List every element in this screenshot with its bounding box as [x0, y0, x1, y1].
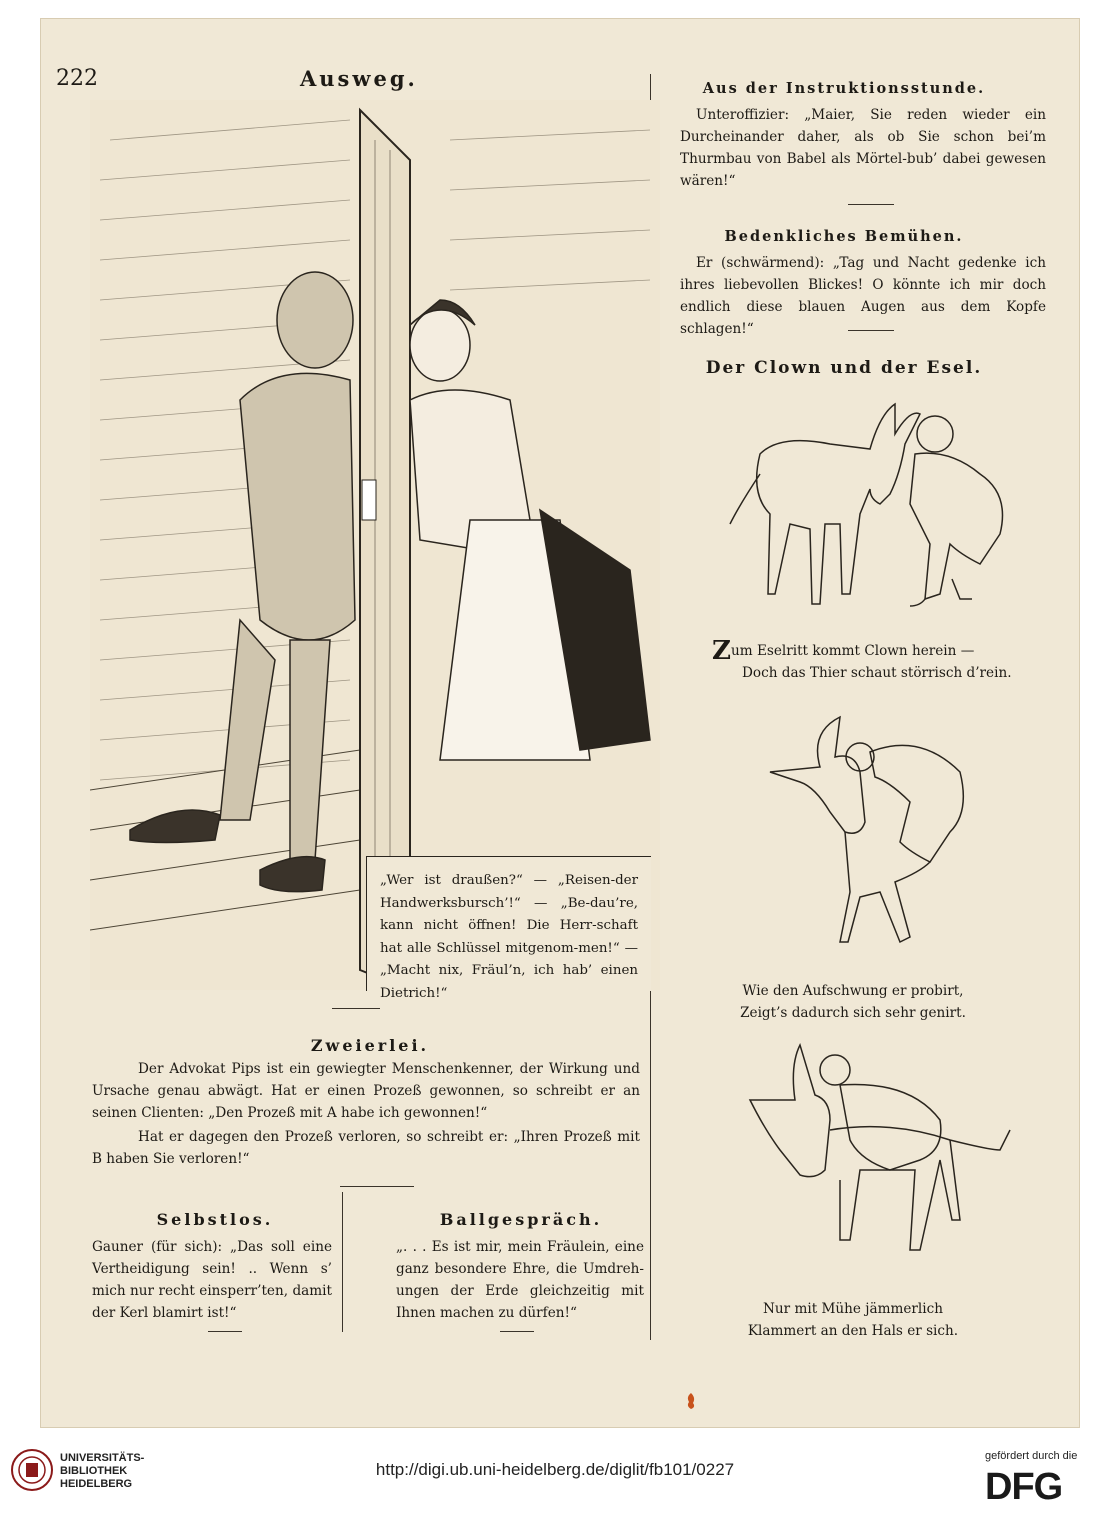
bemuehen-text: Er (schwärmend): „Tag und Nacht gedenke ich ihres liebevollen Blickes! O könnte ich mir doch endlich diese blauen Augen aus dem Kopfe schlagen!“: [680, 255, 1046, 337]
selbstlos-title: Selbstlos.: [156, 1210, 274, 1229]
instruktionsstunde-title: Aus der Instruktionsstunde.: [702, 80, 986, 97]
dfg-logo: DFG: [985, 1466, 1063, 1508]
section-rule: [332, 1008, 380, 1009]
verse-text: um Eselritt kommt Clown herein —: [730, 643, 975, 659]
selbstlos-text: Gauner (für sich): „Das soll eine Vertheidigung sein! .. Wenn s’ mich nur recht einsperr’ten, damit der Kerl blamirt ist!“: [92, 1239, 332, 1321]
funding-label: gefördert durch die: [985, 1450, 1078, 1462]
dropcap: Z: [712, 636, 731, 666]
column-divider-small: [342, 1192, 343, 1332]
zweierlei-paragraph-1: Der Advokat Pips ist ein gewiegter Menschenkenner, der Wirkung und Ursache genau abwägt. Hat er einen Prozeß gewonnen, so schreibt er an seinen Clienten: „Den Prozeß mit A habe ich gewonnen!“: [92, 1061, 640, 1121]
zweierlei-title: Zweierlei.: [310, 1036, 430, 1055]
uni-line-1: UNIVERSITÄTS-: [60, 1452, 145, 1464]
clown-donkey-illustration-1: [720, 394, 1020, 620]
ballgespraech-title: Ballgespräch.: [439, 1210, 603, 1229]
page-number: 222: [56, 66, 98, 91]
bemuehen-title: Bedenkliches Bemühen.: [724, 228, 964, 245]
source-url-link[interactable]: http://digi.ub.uni-heidelberg.de/diglit/fb101/0227: [375, 1460, 735, 1479]
section-rule: [848, 330, 894, 331]
ballgespraech-text: „. . . Es ist mir, mein Fräulein, eine ganz besondere Ehre, die Umdreh-ungen der Erde gleichzeitig mit Ihnen machen zu dürfen!“: [396, 1239, 644, 1321]
clown-verse-2-line-2: Zeigt’s dadurch sich sehr genirt.: [740, 1005, 966, 1021]
clown-verse-3-line-1: Nur mit Mühe jämmerlich: [763, 1301, 943, 1317]
uni-line-2: BIBLIOTHEK: [60, 1465, 128, 1477]
clown-donkey-illustration-3: [740, 1040, 1030, 1290]
section-rule: [848, 204, 894, 205]
footer-bar: [0, 1440, 1110, 1521]
section-rule: [340, 1186, 414, 1187]
illustration-caption: „Wer ist draußen?“ — „Reisen-der Handwerksbursch’!“ — „Be-dau’re, kann nicht öffnen! Die Herr-schaft hat alle Schlüssel mitgenom-men!“ — „Macht nix, Fräul’n, ich hab’ einen Dietrich!“: [380, 873, 638, 1001]
clown-donkey-illustration-2: [760, 712, 1000, 958]
clown-esel-title: Der Clown und der Esel.: [705, 358, 983, 378]
illustration-title: Ausweg.: [300, 66, 418, 91]
section-rule: [208, 1331, 242, 1332]
uni-line-3: HEIDELBERG: [60, 1478, 133, 1490]
clown-verse-2-line-1: Wie den Aufschwung er probirt,: [742, 983, 964, 999]
clown-verse-1-line-2: Doch das Thier schaut störrisch d’rein.: [742, 665, 1012, 681]
clown-verse-1-line-1: [712, 636, 1042, 666]
section-rule: [500, 1331, 534, 1332]
ink-mark: [684, 1392, 698, 1410]
zweierlei-paragraph-2: Hat er dagegen den Prozeß verloren, so schreibt er: „Ihren Prozeß mit B haben Sie verloren!“: [92, 1129, 640, 1167]
instruktionsstunde-text: Unteroffizier: „Maier, Sie reden wieder ein Durcheinander daher, als ob Sie schon bei’m Thurmbau von Babel als Mörtel-bub’ dabei gewesen wären!“: [680, 107, 1046, 189]
clown-verse-3-line-2: Klammert an den Hals er sich.: [747, 1323, 959, 1339]
